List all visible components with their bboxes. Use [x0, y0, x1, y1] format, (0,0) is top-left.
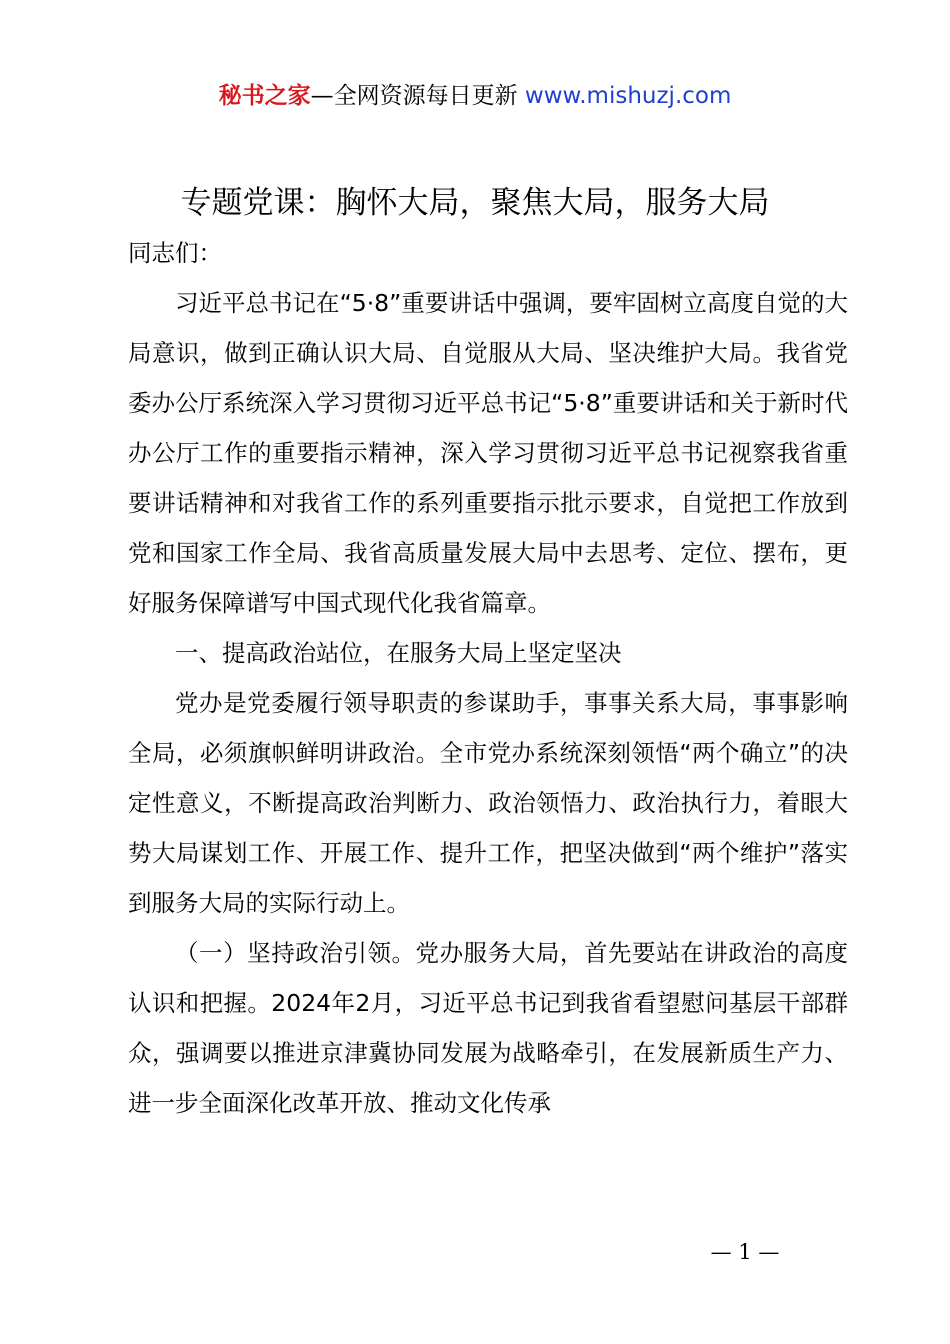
site-banner [0, 80, 950, 112]
page-number: — 1 — [710, 1240, 780, 1264]
section-heading-1: 一、提高政治站位，在服务大局上坚定坚决 [175, 639, 622, 667]
document-body [128, 228, 848, 1128]
salutation: 同志们： [128, 239, 222, 267]
paragraph-subsection-1: （一）坚持政治引领。党办服务大局，首先要站在讲政治的高度认识和把握。2024年2月，习近平总书记到我省看望慰问基层干部群众，强调要以推进京津冀协同发展为战略牵引，在发展新质生产力、进一步全面深化改革开放、推动文化传承 [128, 939, 848, 1117]
banner-url-link[interactable]: www.mishuzj.com [524, 83, 732, 109]
banner-tagline: —全网资源每日更新 [310, 83, 518, 109]
document-title: 专题党课：胸怀大局，聚焦大局，服务大局 [180, 185, 770, 221]
paragraph-intro: 习近平总书记在“5·8”重要讲话中强调，要牢固树立高度自觉的大局意识，做到正确认识大局、自觉服从大局、坚决维护大局。我省党委办公厅系统深入学习贯彻习近平总书记“5·8”重要讲话和关于新时代办公厅工作的重要指示精神，深入学习贯彻习近平总书记视察我省重要讲话精神和对我省工作的系列重要指示批示要求，自觉把工作放到党和国家工作全局、我省高质量发展大局中去思考、定位、摆布，更好服务保障谱写中国式现代化我省篇章。 [128, 289, 848, 617]
banner-brand: 秘书之家 [218, 83, 311, 109]
paragraph-section-1: 党办是党委履行领导职责的参谋助手，事事关系大局，事事影响全局，必须旗帜鲜明讲政治。全市党办系统深刻领悟“两个确立”的决定性意义，不断提高政治判断力、政治领悟力、政治执行力，着眼大势大局谋划工作、开展工作、提升工作，把坚决做到“两个维护”落实到服务大局的实际行动上。 [128, 689, 848, 917]
